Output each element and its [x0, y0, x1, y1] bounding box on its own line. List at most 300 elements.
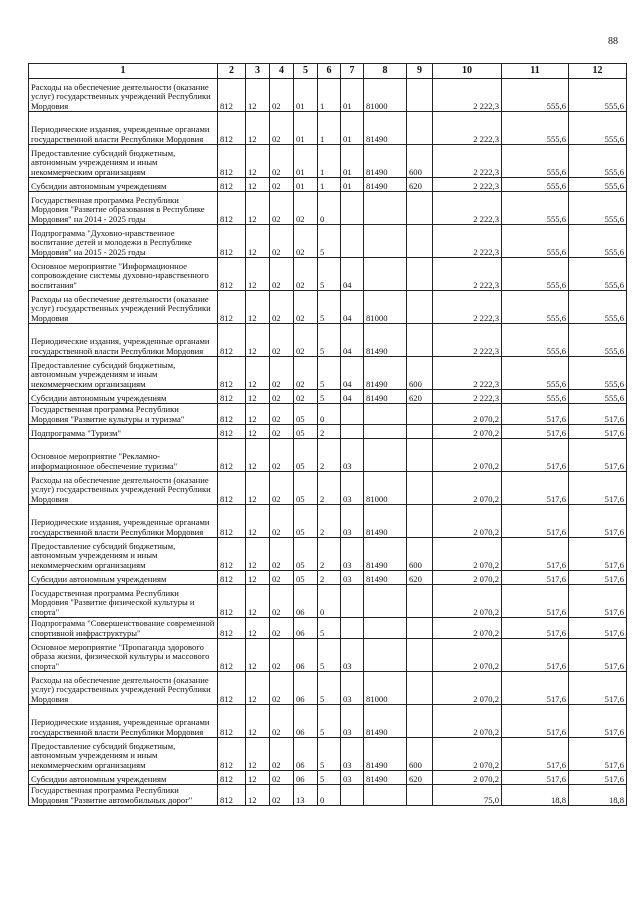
- activity-cell: 03: [341, 705, 364, 738]
- subsection-cell: 02: [270, 571, 294, 585]
- expense-type-cell: [407, 79, 433, 112]
- sum-q2-cell: 555,6: [569, 145, 627, 178]
- activity-cell: 03: [341, 538, 364, 571]
- header-cell: 10: [433, 64, 502, 79]
- subprogram-cell: 1: [318, 178, 341, 192]
- activity-cell: [341, 425, 364, 439]
- sum-q2-cell: 555,6: [569, 324, 627, 357]
- table-row: [29, 585, 627, 618]
- program-cell: 02: [294, 225, 318, 258]
- direction-cell: [364, 785, 407, 806]
- subsection-cell: 02: [270, 291, 294, 324]
- kvsr-cell: 812: [218, 738, 246, 771]
- subprogram-cell: 5: [318, 291, 341, 324]
- row-name-cell: Подпрограмма "Туризм": [29, 425, 218, 439]
- direction-cell: 81490: [364, 112, 407, 145]
- activity-cell: 01: [341, 112, 364, 145]
- row-name-cell: Расходы на обеспечение деятельности (оказание услуг) государственных учреждений Республики Мордовия: [29, 472, 218, 505]
- section-cell: 12: [246, 439, 270, 472]
- section-cell: 12: [246, 225, 270, 258]
- subsection-cell: 02: [270, 785, 294, 806]
- sum-q-cell: 555,6: [502, 178, 569, 192]
- program-cell: 06: [294, 672, 318, 705]
- program-cell: 06: [294, 585, 318, 618]
- subprogram-cell: 5: [318, 324, 341, 357]
- subsection-cell: 02: [270, 112, 294, 145]
- sum-total-cell: 2 070,2: [433, 771, 502, 785]
- sum-q-cell: 517,6: [502, 505, 569, 538]
- table-row: [29, 705, 627, 738]
- kvsr-cell: 812: [218, 324, 246, 357]
- program-cell: 02: [294, 258, 318, 291]
- row-name-cell: Расходы на обеспечение деятельности (оказание услуг) государственных учреждений Республики Мордовия: [29, 291, 218, 324]
- page-number: 88: [608, 36, 618, 47]
- section-cell: 12: [246, 390, 270, 404]
- sum-q2-cell: 517,6: [569, 425, 627, 439]
- subsection-cell: 02: [270, 225, 294, 258]
- sum-q-cell: 517,6: [502, 639, 569, 672]
- header-cell: 4: [270, 64, 294, 79]
- sum-q-cell: 555,6: [502, 258, 569, 291]
- program-cell: 05: [294, 425, 318, 439]
- header-cell: 11: [502, 64, 569, 79]
- program-cell: 01: [294, 178, 318, 192]
- sum-q-cell: 517,6: [502, 404, 569, 425]
- activity-cell: 03: [341, 639, 364, 672]
- kvsr-cell: 812: [218, 571, 246, 585]
- sum-q-cell: 517,6: [502, 738, 569, 771]
- subsection-cell: 02: [270, 258, 294, 291]
- program-cell: 06: [294, 639, 318, 672]
- sum-q-cell: 517,6: [502, 538, 569, 571]
- kvsr-cell: 812: [218, 425, 246, 439]
- program-cell: 05: [294, 505, 318, 538]
- sum-q-cell: 517,6: [502, 705, 569, 738]
- subsection-cell: 02: [270, 145, 294, 178]
- table-row: [29, 390, 627, 404]
- activity-cell: [341, 192, 364, 225]
- expense-type-cell: 620: [407, 571, 433, 585]
- subsection-cell: 02: [270, 425, 294, 439]
- activity-cell: 04: [341, 357, 364, 390]
- row-name-cell: Основное мероприятие "Рекламно-информационное обеспечение туризма": [29, 439, 218, 472]
- section-cell: 12: [246, 178, 270, 192]
- table-row: [29, 404, 627, 425]
- direction-cell: 81490: [364, 324, 407, 357]
- activity-cell: [341, 225, 364, 258]
- subprogram-cell: 5: [318, 705, 341, 738]
- subsection-cell: 02: [270, 538, 294, 571]
- expense-type-cell: [407, 439, 433, 472]
- kvsr-cell: 812: [218, 472, 246, 505]
- kvsr-cell: 812: [218, 618, 246, 639]
- section-cell: 12: [246, 785, 270, 806]
- subprogram-cell: 5: [318, 618, 341, 639]
- direction-cell: 81490: [364, 771, 407, 785]
- subprogram-cell: 1: [318, 145, 341, 178]
- sum-q-cell: 517,6: [502, 585, 569, 618]
- direction-cell: [364, 585, 407, 618]
- subsection-cell: 02: [270, 771, 294, 785]
- section-cell: 12: [246, 112, 270, 145]
- section-cell: 12: [246, 404, 270, 425]
- header-cell: 6: [318, 64, 341, 79]
- expense-type-cell: [407, 585, 433, 618]
- header-cell: 1: [29, 64, 218, 79]
- program-cell: 06: [294, 618, 318, 639]
- sum-q2-cell: 517,6: [569, 771, 627, 785]
- program-cell: 06: [294, 738, 318, 771]
- activity-cell: 03: [341, 571, 364, 585]
- sum-q2-cell: 517,6: [569, 439, 627, 472]
- table-row: [29, 439, 627, 472]
- sum-total-cell: 2 070,2: [433, 425, 502, 439]
- header-cell: 2: [218, 64, 246, 79]
- table-row: [29, 79, 627, 112]
- section-cell: 12: [246, 472, 270, 505]
- subprogram-cell: 0: [318, 404, 341, 425]
- expense-type-cell: [407, 505, 433, 538]
- table-row: [29, 258, 627, 291]
- row-name-cell: Подпрограмма "Духовно-нравственное воспитание детей и молодежи в Республике Мордовия" на 2015 - 2025 годы: [29, 225, 218, 258]
- activity-cell: [341, 585, 364, 618]
- sum-q-cell: 517,6: [502, 472, 569, 505]
- section-cell: 12: [246, 79, 270, 112]
- kvsr-cell: 812: [218, 771, 246, 785]
- direction-cell: 81000: [364, 291, 407, 324]
- row-name-cell: Периодические издания, учрежденные органами государственной власти Республики Мордовия: [29, 505, 218, 538]
- table-row: [29, 538, 627, 571]
- subprogram-cell: 2: [318, 439, 341, 472]
- kvsr-cell: 812: [218, 439, 246, 472]
- subsection-cell: 02: [270, 79, 294, 112]
- program-cell: 02: [294, 390, 318, 404]
- row-name-cell: Субсидии автономным учреждениям: [29, 571, 218, 585]
- expense-type-cell: [407, 404, 433, 425]
- direction-cell: [364, 439, 407, 472]
- sum-q2-cell: 517,6: [569, 538, 627, 571]
- row-name-cell: Подпрограмма "Совершенствование современной спортивной инфраструктуры": [29, 618, 218, 639]
- expense-type-cell: 620: [407, 771, 433, 785]
- section-cell: 12: [246, 571, 270, 585]
- direction-cell: 81490: [364, 357, 407, 390]
- activity-cell: 01: [341, 79, 364, 112]
- direction-cell: 81490: [364, 505, 407, 538]
- subsection-cell: 02: [270, 505, 294, 538]
- sum-total-cell: 2 222,3: [433, 178, 502, 192]
- sum-q-cell: 517,6: [502, 771, 569, 785]
- sum-total-cell: 2 070,2: [433, 404, 502, 425]
- expense-type-cell: [407, 225, 433, 258]
- expense-type-cell: [407, 192, 433, 225]
- program-cell: 01: [294, 145, 318, 178]
- sum-q-cell: 517,6: [502, 618, 569, 639]
- row-name-cell: Субсидии автономным учреждениям: [29, 771, 218, 785]
- row-name-cell: Субсидии автономным учреждениям: [29, 390, 218, 404]
- sum-total-cell: 2 070,2: [433, 538, 502, 571]
- sum-q-cell: 517,6: [502, 672, 569, 705]
- sum-total-cell: 2 070,2: [433, 672, 502, 705]
- expense-type-cell: 620: [407, 178, 433, 192]
- subprogram-cell: 0: [318, 585, 341, 618]
- subprogram-cell: 2: [318, 425, 341, 439]
- sum-q2-cell: 517,6: [569, 672, 627, 705]
- program-cell: 05: [294, 439, 318, 472]
- row-name-cell: Периодические издания, учрежденные органами государственной власти Республики Мордовия: [29, 705, 218, 738]
- header-cell: 12: [569, 64, 627, 79]
- sum-q-cell: 517,6: [502, 439, 569, 472]
- direction-cell: 81490: [364, 145, 407, 178]
- sum-total-cell: 2 070,2: [433, 639, 502, 672]
- table-row: [29, 425, 627, 439]
- activity-cell: [341, 785, 364, 806]
- sum-q-cell: 555,6: [502, 291, 569, 324]
- kvsr-cell: 812: [218, 192, 246, 225]
- direction-cell: 81000: [364, 79, 407, 112]
- program-cell: 06: [294, 705, 318, 738]
- table-row: [29, 771, 627, 785]
- subsection-cell: 02: [270, 178, 294, 192]
- activity-cell: 03: [341, 472, 364, 505]
- table-row: [29, 357, 627, 390]
- direction-cell: 81000: [364, 472, 407, 505]
- program-cell: 02: [294, 291, 318, 324]
- sum-q2-cell: 555,6: [569, 192, 627, 225]
- header-cell: 8: [364, 64, 407, 79]
- table-row: [29, 618, 627, 639]
- expense-type-cell: [407, 618, 433, 639]
- expense-type-cell: [407, 291, 433, 324]
- subprogram-cell: 5: [318, 771, 341, 785]
- table-row: [29, 324, 627, 357]
- sum-total-cell: 2 070,2: [433, 585, 502, 618]
- section-cell: 12: [246, 639, 270, 672]
- sum-q2-cell: 555,6: [569, 258, 627, 291]
- activity-cell: 01: [341, 145, 364, 178]
- sum-total-cell: 2 222,3: [433, 291, 502, 324]
- program-cell: 06: [294, 771, 318, 785]
- sum-q-cell: 555,6: [502, 192, 569, 225]
- subprogram-cell: 5: [318, 258, 341, 291]
- program-cell: 01: [294, 112, 318, 145]
- header-cell: 5: [294, 64, 318, 79]
- row-name-cell: Государственная программа Республики Мордовия "Развитие автомобильных дорог": [29, 785, 218, 806]
- sum-q2-cell: 18,8: [569, 785, 627, 806]
- activity-cell: 03: [341, 505, 364, 538]
- activity-cell: 03: [341, 771, 364, 785]
- activity-cell: 04: [341, 291, 364, 324]
- kvsr-cell: 812: [218, 538, 246, 571]
- table-row: [29, 472, 627, 505]
- table-row: [29, 225, 627, 258]
- subsection-cell: 02: [270, 585, 294, 618]
- direction-cell: [364, 258, 407, 291]
- expense-type-cell: [407, 324, 433, 357]
- expense-type-cell: [407, 112, 433, 145]
- table-row: [29, 639, 627, 672]
- section-cell: 12: [246, 192, 270, 225]
- sum-q2-cell: 517,6: [569, 472, 627, 505]
- sum-q2-cell: 555,6: [569, 178, 627, 192]
- section-cell: 12: [246, 425, 270, 439]
- subsection-cell: 02: [270, 738, 294, 771]
- row-name-cell: Предоставление субсидий бюджетным, автономным учреждениям и иным некоммерческим организациям: [29, 738, 218, 771]
- kvsr-cell: 812: [218, 404, 246, 425]
- expense-type-cell: [407, 785, 433, 806]
- sum-q-cell: 555,6: [502, 79, 569, 112]
- row-name-cell: Расходы на обеспечение деятельности (оказание услуг) государственных учреждений Республики Мордовия: [29, 79, 218, 112]
- program-cell: 05: [294, 538, 318, 571]
- activity-cell: 04: [341, 258, 364, 291]
- program-cell: 05: [294, 571, 318, 585]
- subprogram-cell: 5: [318, 225, 341, 258]
- sum-q-cell: 555,6: [502, 225, 569, 258]
- row-name-cell: Предоставление субсидий бюджетным, автономным учреждениям и иным некоммерческим организациям: [29, 357, 218, 390]
- subprogram-cell: 2: [318, 472, 341, 505]
- activity-cell: 01: [341, 178, 364, 192]
- activity-cell: 04: [341, 390, 364, 404]
- section-cell: 12: [246, 585, 270, 618]
- program-cell: 13: [294, 785, 318, 806]
- expense-type-cell: [407, 672, 433, 705]
- sum-q2-cell: 555,6: [569, 79, 627, 112]
- sum-q2-cell: 555,6: [569, 357, 627, 390]
- header-cell: 3: [246, 64, 270, 79]
- direction-cell: 81490: [364, 178, 407, 192]
- expense-type-cell: [407, 258, 433, 291]
- table-header-row: [29, 64, 627, 79]
- sum-q2-cell: 517,6: [569, 505, 627, 538]
- sum-total-cell: 75,0: [433, 785, 502, 806]
- section-cell: 12: [246, 505, 270, 538]
- section-cell: 12: [246, 538, 270, 571]
- program-cell: 01: [294, 79, 318, 112]
- direction-cell: 81490: [364, 705, 407, 738]
- row-name-cell: Государственная программа Республики Мордовия "Развитие физической культуры и спорта": [29, 585, 218, 618]
- subsection-cell: 02: [270, 324, 294, 357]
- sum-total-cell: 2 070,2: [433, 505, 502, 538]
- subprogram-cell: 0: [318, 785, 341, 806]
- direction-cell: [364, 404, 407, 425]
- section-cell: 12: [246, 324, 270, 357]
- expense-type-cell: 620: [407, 390, 433, 404]
- kvsr-cell: 812: [218, 357, 246, 390]
- direction-cell: 81490: [364, 738, 407, 771]
- sum-total-cell: 2 070,2: [433, 472, 502, 505]
- subprogram-cell: 1: [318, 112, 341, 145]
- sum-q2-cell: 517,6: [569, 585, 627, 618]
- expense-type-cell: [407, 705, 433, 738]
- sum-q-cell: 18,8: [502, 785, 569, 806]
- section-cell: 12: [246, 618, 270, 639]
- subprogram-cell: 1: [318, 79, 341, 112]
- sum-total-cell: 2 222,3: [433, 192, 502, 225]
- sum-q-cell: 555,6: [502, 145, 569, 178]
- kvsr-cell: 812: [218, 291, 246, 324]
- sum-q2-cell: 555,6: [569, 390, 627, 404]
- direction-cell: [364, 618, 407, 639]
- sum-q2-cell: 555,6: [569, 291, 627, 324]
- sum-q-cell: 555,6: [502, 390, 569, 404]
- subsection-cell: 02: [270, 390, 294, 404]
- table-row: [29, 291, 627, 324]
- subsection-cell: 02: [270, 439, 294, 472]
- sum-total-cell: 2 222,3: [433, 145, 502, 178]
- sum-q2-cell: 555,6: [569, 112, 627, 145]
- expense-type-cell: [407, 472, 433, 505]
- row-name-cell: Периодические издания, учрежденные органами государственной власти Республики Мордовия: [29, 324, 218, 357]
- row-name-cell: Субсидии автономным учреждениям: [29, 178, 218, 192]
- activity-cell: 03: [341, 672, 364, 705]
- direction-cell: 81000: [364, 672, 407, 705]
- activity-cell: 03: [341, 439, 364, 472]
- direction-cell: 81490: [364, 390, 407, 404]
- kvsr-cell: 812: [218, 178, 246, 192]
- table-row: [29, 571, 627, 585]
- kvsr-cell: 812: [218, 258, 246, 291]
- sum-q2-cell: 517,6: [569, 705, 627, 738]
- program-cell: 05: [294, 404, 318, 425]
- header-cell: 9: [407, 64, 433, 79]
- direction-cell: [364, 639, 407, 672]
- sum-q-cell: 555,6: [502, 357, 569, 390]
- table-row: [29, 192, 627, 225]
- kvsr-cell: 812: [218, 390, 246, 404]
- kvsr-cell: 812: [218, 672, 246, 705]
- subsection-cell: 02: [270, 357, 294, 390]
- direction-cell: 81490: [364, 538, 407, 571]
- program-cell: 02: [294, 192, 318, 225]
- program-cell: 02: [294, 357, 318, 390]
- sum-total-cell: 2 070,2: [433, 439, 502, 472]
- activity-cell: 03: [341, 738, 364, 771]
- program-cell: 02: [294, 324, 318, 357]
- direction-cell: 81490: [364, 571, 407, 585]
- table-row: [29, 785, 627, 806]
- table-row: [29, 505, 627, 538]
- sum-q2-cell: 555,6: [569, 225, 627, 258]
- kvsr-cell: 812: [218, 585, 246, 618]
- sum-q-cell: 517,6: [502, 571, 569, 585]
- direction-cell: [364, 425, 407, 439]
- subsection-cell: 02: [270, 705, 294, 738]
- table-row: [29, 112, 627, 145]
- expense-type-cell: 600: [407, 145, 433, 178]
- subprogram-cell: 2: [318, 538, 341, 571]
- table-body: [29, 79, 627, 806]
- subprogram-cell: 5: [318, 357, 341, 390]
- section-cell: 12: [246, 705, 270, 738]
- activity-cell: [341, 404, 364, 425]
- sum-total-cell: 2 070,2: [433, 618, 502, 639]
- kvsr-cell: 812: [218, 785, 246, 806]
- kvsr-cell: 812: [218, 705, 246, 738]
- direction-cell: [364, 225, 407, 258]
- section-cell: 12: [246, 738, 270, 771]
- subsection-cell: 02: [270, 472, 294, 505]
- row-name-cell: Основное мероприятие "Пропаганда здорового образа жизни, физической культуры и массового спорта": [29, 639, 218, 672]
- sum-total-cell: 2 222,3: [433, 390, 502, 404]
- kvsr-cell: 812: [218, 639, 246, 672]
- program-cell: 05: [294, 472, 318, 505]
- section-cell: 12: [246, 145, 270, 178]
- activity-cell: 04: [341, 324, 364, 357]
- expense-type-cell: 600: [407, 357, 433, 390]
- subprogram-cell: 5: [318, 390, 341, 404]
- table-row: [29, 672, 627, 705]
- sum-total-cell: 2 222,3: [433, 357, 502, 390]
- expense-type-cell: 600: [407, 538, 433, 571]
